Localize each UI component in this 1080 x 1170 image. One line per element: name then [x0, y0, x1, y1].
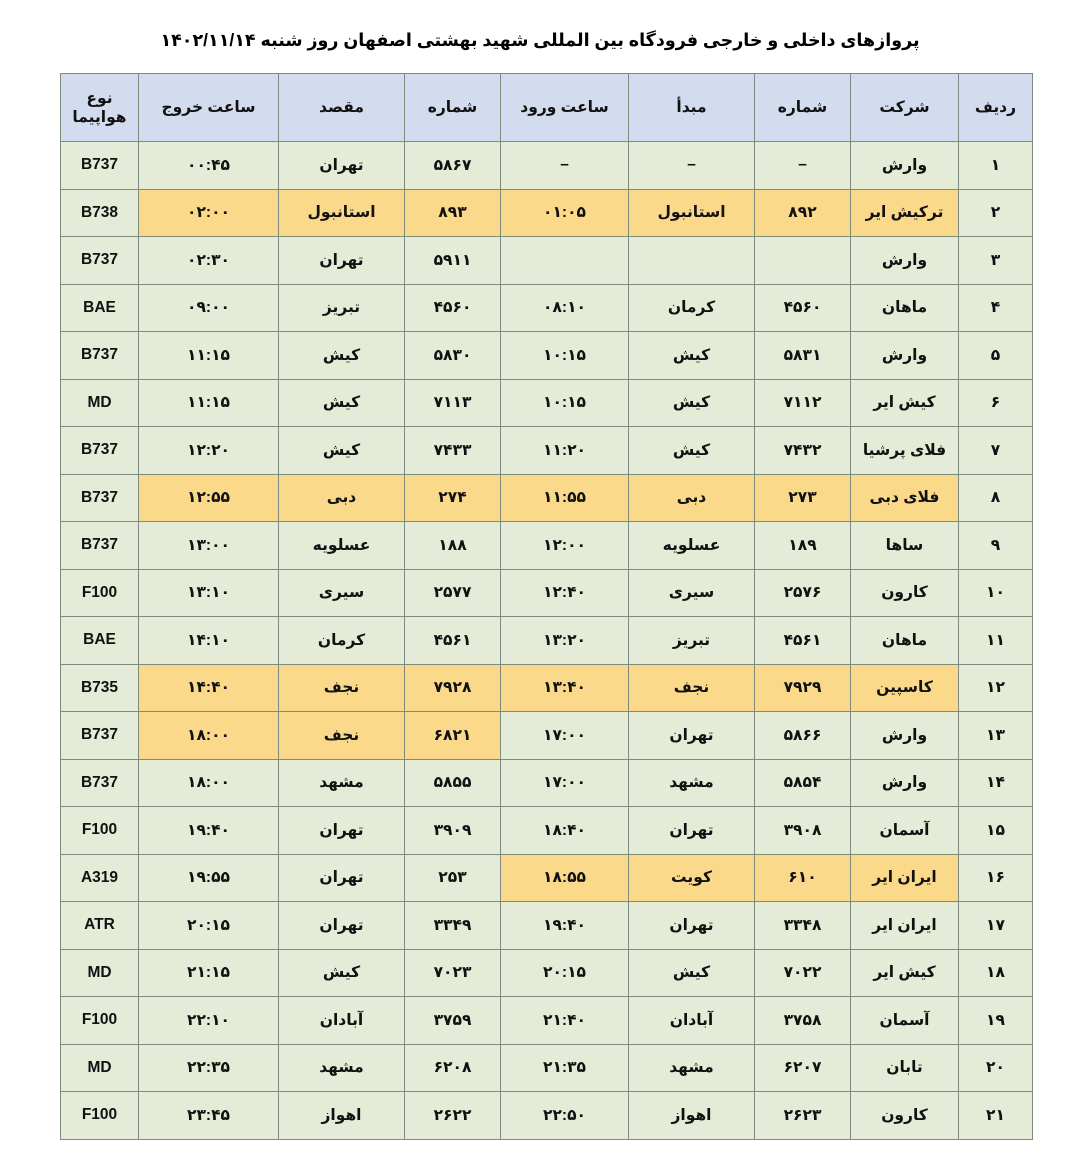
cell-departure-number: ۷۹۲۸ [405, 664, 501, 712]
header-arrival-time: ساعت ورود [501, 74, 629, 142]
cell-destination: تهران [279, 854, 405, 902]
cell-arrival-number: ۷۴۳۲ [755, 427, 851, 475]
cell-row-number: ۸ [959, 474, 1033, 522]
cell-arrival-time: ۲۲:۵۰ [501, 1092, 629, 1140]
cell-aircraft-type: BAE [61, 617, 139, 665]
cell-departure-number: ۲۷۴ [405, 474, 501, 522]
table-row [61, 379, 1033, 427]
header-aircraft-type: نوع هواپیما [61, 74, 139, 142]
cell-departure-number: ۲۶۲۲ [405, 1092, 501, 1140]
cell-arrival-time: ۱۹:۴۰ [501, 902, 629, 950]
cell-arrival-time: ۱۱:۲۰ [501, 427, 629, 475]
cell-arrival-time: ۱۰:۱۵ [501, 332, 629, 380]
cell-aircraft-type: BAE [61, 284, 139, 332]
table-header-row [61, 74, 1033, 142]
cell-row-number: ۳ [959, 237, 1033, 285]
cell-arrival-time: ۲۰:۱۵ [501, 949, 629, 997]
table-row [61, 807, 1033, 855]
cell-company: ایران ایر [851, 854, 959, 902]
cell-origin: تهران [629, 902, 755, 950]
cell-arrival-time: ۱۸:۵۵ [501, 854, 629, 902]
table-row [61, 332, 1033, 380]
cell-origin: تبریز [629, 617, 755, 665]
cell-origin: مشهد [629, 759, 755, 807]
cell-aircraft-type: B737 [61, 522, 139, 570]
cell-aircraft-type: B737 [61, 712, 139, 760]
cell-arrival-time: ۱۷:۰۰ [501, 759, 629, 807]
cell-departure-time: ۱۸:۰۰ [139, 759, 279, 807]
cell-destination: تهران [279, 237, 405, 285]
cell-origin: کیش [629, 332, 755, 380]
cell-arrival-number: ۱۸۹ [755, 522, 851, 570]
cell-arrival-time: ۰۱:۰۵ [501, 189, 629, 237]
cell-arrival-number: ۷۱۱۲ [755, 379, 851, 427]
cell-origin: مشهد [629, 1044, 755, 1092]
cell-departure-time: ۰۹:۰۰ [139, 284, 279, 332]
cell-destination: استانبول [279, 189, 405, 237]
cell-row-number: ۱۸ [959, 949, 1033, 997]
cell-departure-time: ۱۴:۱۰ [139, 617, 279, 665]
cell-row-number: ۶ [959, 379, 1033, 427]
cell-row-number: ۱۴ [959, 759, 1033, 807]
cell-company: کاسپین [851, 664, 959, 712]
table-row [61, 1044, 1033, 1092]
cell-destination: تهران [279, 807, 405, 855]
cell-destination: مشهد [279, 759, 405, 807]
cell-arrival-time: ۱۲:۴۰ [501, 569, 629, 617]
cell-departure-number: ۷۴۳۳ [405, 427, 501, 475]
cell-departure-time: ۰۲:۰۰ [139, 189, 279, 237]
cell-company: آسمان [851, 807, 959, 855]
cell-row-number: ۱۳ [959, 712, 1033, 760]
cell-destination: تبریز [279, 284, 405, 332]
cell-arrival-time: ۱۱:۵۵ [501, 474, 629, 522]
table-row [61, 189, 1033, 237]
cell-arrival-time: ۱۳:۴۰ [501, 664, 629, 712]
cell-company: ایران ایر [851, 902, 959, 950]
cell-departure-number: ۷۱۱۳ [405, 379, 501, 427]
cell-aircraft-type: MD [61, 949, 139, 997]
cell-origin: آبادان [629, 997, 755, 1045]
header-arrival-number: شماره [755, 74, 851, 142]
cell-departure-time: ۱۱:۱۵ [139, 332, 279, 380]
cell-destination: نجف [279, 664, 405, 712]
cell-destination: مشهد [279, 1044, 405, 1092]
cell-departure-time: ۰۰:۴۵ [139, 142, 279, 190]
cell-origin: نجف [629, 664, 755, 712]
header-departure-time: ساعت خروج [139, 74, 279, 142]
cell-departure-time: ۱۳:۱۰ [139, 569, 279, 617]
cell-departure-number: ۶۸۲۱ [405, 712, 501, 760]
cell-arrival-number: ۳۷۵۸ [755, 997, 851, 1045]
cell-row-number: ۲۱ [959, 1092, 1033, 1140]
cell-row-number: ۱۵ [959, 807, 1033, 855]
cell-departure-number: ۶۲۰۸ [405, 1044, 501, 1092]
cell-company: وارش [851, 332, 959, 380]
cell-row-number: ۱۲ [959, 664, 1033, 712]
cell-departure-number: ۴۵۶۱ [405, 617, 501, 665]
table-row [61, 712, 1033, 760]
cell-destination: دبی [279, 474, 405, 522]
cell-destination: آبادان [279, 997, 405, 1045]
flight-table-container [61, 73, 1033, 1140]
table-row [61, 142, 1033, 190]
cell-arrival-number: ۳۹۰۸ [755, 807, 851, 855]
cell-departure-time: ۱۹:۵۵ [139, 854, 279, 902]
cell-company: وارش [851, 237, 959, 285]
cell-arrival-time: ۱۳:۲۰ [501, 617, 629, 665]
cell-departure-number: ۵۸۶۷ [405, 142, 501, 190]
cell-company: وارش [851, 759, 959, 807]
cell-company: تابان [851, 1044, 959, 1092]
cell-aircraft-type: B738 [61, 189, 139, 237]
cell-company: کارون [851, 569, 959, 617]
cell-origin [629, 237, 755, 285]
cell-arrival-time [501, 237, 629, 285]
cell-departure-number: ۲۵۷۷ [405, 569, 501, 617]
table-row [61, 949, 1033, 997]
cell-arrival-number: ۶۱۰ [755, 854, 851, 902]
cell-company: فلای پرشیا [851, 427, 959, 475]
cell-origin: تهران [629, 807, 755, 855]
cell-origin: استانبول [629, 189, 755, 237]
page-title: پروازهای داخلی و خارجی فرودگاه بین المللی شهید بهشتی اصفهان روز شنبه ۱۴۰۲/۱۱/۱۴ [160, 30, 920, 50]
cell-aircraft-type: MD [61, 1044, 139, 1092]
cell-departure-time: ۰۲:۳۰ [139, 237, 279, 285]
cell-aircraft-type: F100 [61, 807, 139, 855]
header-row-number: ردیف [959, 74, 1033, 142]
cell-arrival-time: ۱۸:۴۰ [501, 807, 629, 855]
cell-origin: کیش [629, 427, 755, 475]
table-row [61, 902, 1033, 950]
cell-company: ترکیش ایر [851, 189, 959, 237]
table-row [61, 427, 1033, 475]
header-destination: مقصد [279, 74, 405, 142]
flight-schedule-table [60, 73, 1033, 1140]
table-row [61, 569, 1033, 617]
cell-destination: کیش [279, 949, 405, 997]
cell-company: فلای دبی [851, 474, 959, 522]
cell-aircraft-type: F100 [61, 1092, 139, 1140]
cell-arrival-number: – [755, 142, 851, 190]
cell-aircraft-type: B737 [61, 142, 139, 190]
cell-arrival-time: ۱۷:۰۰ [501, 712, 629, 760]
cell-aircraft-type: F100 [61, 569, 139, 617]
cell-arrival-time: ۰۸:۱۰ [501, 284, 629, 332]
cell-departure-time: ۲۳:۴۵ [139, 1092, 279, 1140]
cell-row-number: ۹ [959, 522, 1033, 570]
cell-row-number: ۱۷ [959, 902, 1033, 950]
cell-company: کیش ایر [851, 379, 959, 427]
table-row [61, 474, 1033, 522]
cell-aircraft-type: B737 [61, 237, 139, 285]
cell-departure-number: ۵۸۵۵ [405, 759, 501, 807]
cell-arrival-number: ۴۵۶۰ [755, 284, 851, 332]
cell-arrival-number: ۴۵۶۱ [755, 617, 851, 665]
cell-departure-time: ۱۸:۰۰ [139, 712, 279, 760]
cell-origin: کرمان [629, 284, 755, 332]
table-row [61, 522, 1033, 570]
cell-row-number: ۲ [959, 189, 1033, 237]
cell-departure-time: ۲۱:۱۵ [139, 949, 279, 997]
cell-departure-time: ۱۲:۲۰ [139, 427, 279, 475]
cell-departure-number: ۵۸۳۰ [405, 332, 501, 380]
cell-company: کارون [851, 1092, 959, 1140]
cell-origin: کیش [629, 949, 755, 997]
cell-aircraft-type: ATR [61, 902, 139, 950]
cell-destination: کرمان [279, 617, 405, 665]
cell-row-number: ۱ [959, 142, 1033, 190]
cell-destination: تهران [279, 142, 405, 190]
cell-row-number: ۴ [959, 284, 1033, 332]
cell-row-number: ۱۹ [959, 997, 1033, 1045]
cell-origin: سیری [629, 569, 755, 617]
cell-arrival-time: ۱۰:۱۵ [501, 379, 629, 427]
header-departure-number: شماره [405, 74, 501, 142]
cell-origin: – [629, 142, 755, 190]
cell-departure-number: ۸۹۳ [405, 189, 501, 237]
cell-arrival-number: ۷۹۲۹ [755, 664, 851, 712]
cell-departure-time: ۱۹:۴۰ [139, 807, 279, 855]
table-row [61, 284, 1033, 332]
table-row [61, 854, 1033, 902]
cell-origin: عسلویه [629, 522, 755, 570]
cell-destination: نجف [279, 712, 405, 760]
cell-arrival-number: ۷۰۲۲ [755, 949, 851, 997]
cell-departure-number: ۴۵۶۰ [405, 284, 501, 332]
cell-departure-number: ۵۹۱۱ [405, 237, 501, 285]
cell-arrival-number: ۲۶۲۳ [755, 1092, 851, 1140]
cell-arrival-number: ۳۳۴۸ [755, 902, 851, 950]
table-row [61, 997, 1033, 1045]
cell-row-number: ۵ [959, 332, 1033, 380]
cell-arrival-number: ۵۸۳۱ [755, 332, 851, 380]
cell-origin: کیش [629, 379, 755, 427]
cell-origin: اهواز [629, 1092, 755, 1140]
cell-arrival-number: ۲۵۷۶ [755, 569, 851, 617]
table-row [61, 1092, 1033, 1140]
cell-arrival-number: ۶۲۰۷ [755, 1044, 851, 1092]
cell-company: ماهان [851, 617, 959, 665]
cell-departure-time: ۲۲:۳۵ [139, 1044, 279, 1092]
cell-arrival-number: ۵۸۶۶ [755, 712, 851, 760]
cell-company: آسمان [851, 997, 959, 1045]
cell-company: ساها [851, 522, 959, 570]
header-company: شرکت [851, 74, 959, 142]
cell-aircraft-type: B737 [61, 427, 139, 475]
cell-departure-number: ۳۷۵۹ [405, 997, 501, 1045]
cell-company: کیش ایر [851, 949, 959, 997]
cell-destination: کیش [279, 379, 405, 427]
cell-arrival-time: ۲۱:۴۰ [501, 997, 629, 1045]
cell-departure-time: ۱۳:۰۰ [139, 522, 279, 570]
cell-aircraft-type: B737 [61, 759, 139, 807]
cell-aircraft-type: B737 [61, 332, 139, 380]
cell-destination: کیش [279, 427, 405, 475]
cell-destination: عسلویه [279, 522, 405, 570]
table-row [61, 664, 1033, 712]
cell-row-number: ۲۰ [959, 1044, 1033, 1092]
cell-row-number: ۱۶ [959, 854, 1033, 902]
cell-origin: کویت [629, 854, 755, 902]
cell-departure-number: ۲۵۳ [405, 854, 501, 902]
cell-aircraft-type: B737 [61, 474, 139, 522]
cell-row-number: ۱۰ [959, 569, 1033, 617]
cell-departure-time: ۲۲:۱۰ [139, 997, 279, 1045]
cell-company: وارش [851, 712, 959, 760]
cell-row-number: ۷ [959, 427, 1033, 475]
table-body [61, 142, 1033, 1140]
cell-origin: تهران [629, 712, 755, 760]
cell-destination: اهواز [279, 1092, 405, 1140]
cell-aircraft-type: MD [61, 379, 139, 427]
cell-destination: کیش [279, 332, 405, 380]
cell-departure-number: ۳۳۴۹ [405, 902, 501, 950]
cell-arrival-number: ۲۷۳ [755, 474, 851, 522]
cell-arrival-time: ۲۱:۳۵ [501, 1044, 629, 1092]
table-row [61, 237, 1033, 285]
cell-departure-number: ۱۸۸ [405, 522, 501, 570]
header-origin: مبدأ [629, 74, 755, 142]
cell-aircraft-type: A319 [61, 854, 139, 902]
table-header [61, 74, 1033, 142]
table-row [61, 617, 1033, 665]
cell-departure-number: ۳۹۰۹ [405, 807, 501, 855]
cell-aircraft-type: B735 [61, 664, 139, 712]
cell-arrival-number [755, 237, 851, 285]
cell-row-number: ۱۱ [959, 617, 1033, 665]
cell-origin: دبی [629, 474, 755, 522]
cell-destination: تهران [279, 902, 405, 950]
cell-aircraft-type: F100 [61, 997, 139, 1045]
table-row [61, 759, 1033, 807]
cell-departure-time: ۲۰:۱۵ [139, 902, 279, 950]
cell-arrival-number: ۸۹۲ [755, 189, 851, 237]
cell-departure-number: ۷۰۲۳ [405, 949, 501, 997]
cell-company: ماهان [851, 284, 959, 332]
cell-destination: سیری [279, 569, 405, 617]
cell-departure-time: ۱۲:۵۵ [139, 474, 279, 522]
cell-company: وارش [851, 142, 959, 190]
cell-arrival-time: ۱۲:۰۰ [501, 522, 629, 570]
cell-departure-time: ۱۱:۱۵ [139, 379, 279, 427]
cell-arrival-number: ۵۸۵۴ [755, 759, 851, 807]
cell-arrival-time: – [501, 142, 629, 190]
cell-departure-time: ۱۴:۴۰ [139, 664, 279, 712]
